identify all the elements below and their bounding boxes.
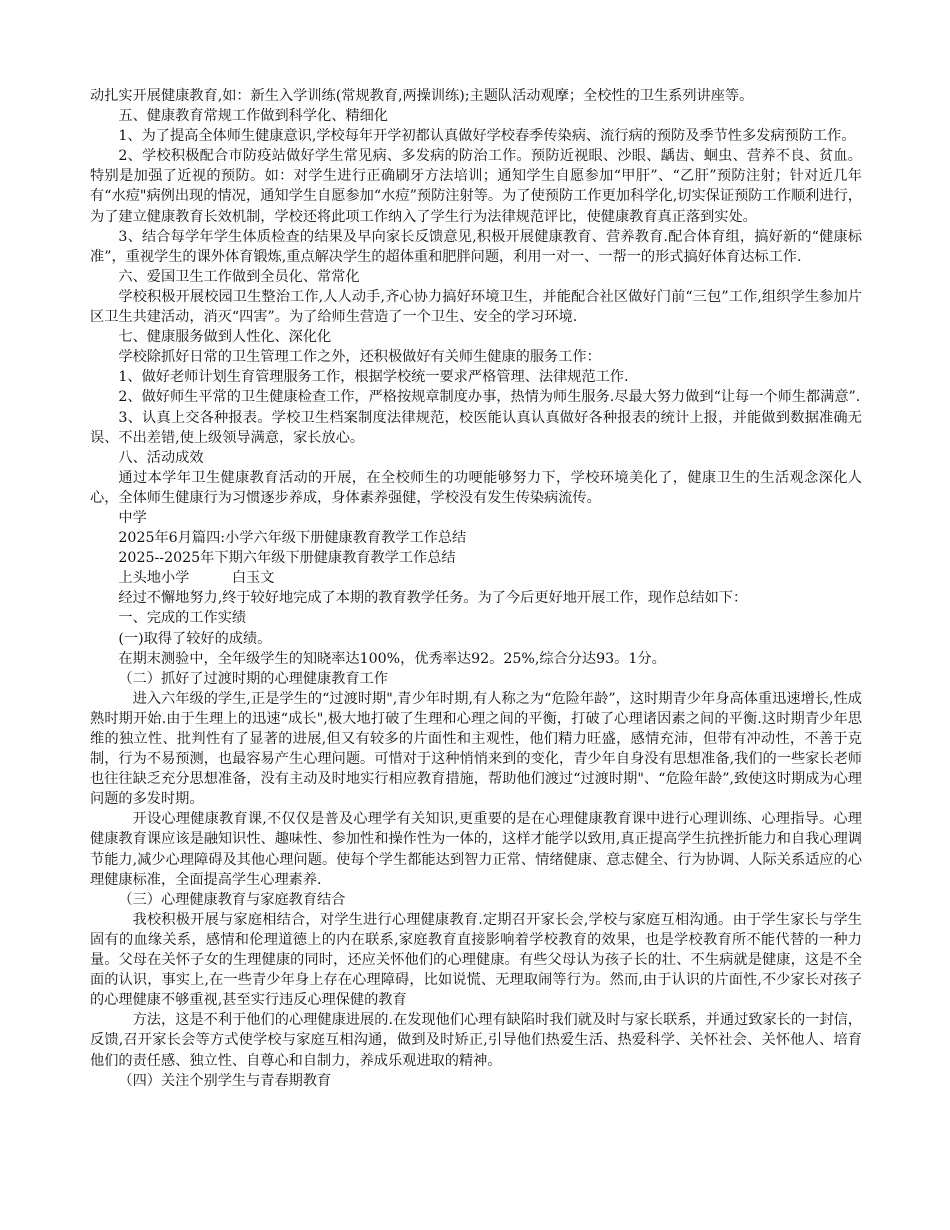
paragraph: 经过不懈地努力,终于较好地完成了本期的教育教学任务。为了今后更好地开展工作，现作总结如下： — [118, 590, 748, 607]
paragraph: 上头地小学 白玉文 — [118, 570, 275, 587]
paragraph: （四）关注个别学生与青春期教育 — [118, 1072, 332, 1089]
paragraph: 在期末测验中，全年级学生的知晓率达100%，优秀率达92。25%,综合分达93。1分。 — [118, 650, 666, 667]
paragraph: 方法，这是不利于他们的心理健康进展的.在发现他们心理有缺陷时我们就及时与家长联系，并通过致家长的一封信，反馈,召开家长会等方式使学校与家庭互相沟通，做到及时矫正,引导他们热爱生活、热爱科学、关怀社会、关怀他人、培育他们的责任感、独立性、自尊心和自制力，养成乐观进取的精神。 — [90, 1012, 862, 1069]
paragraph: 2025--2025年下期六年级下册健康教育教学工作总结 — [118, 550, 456, 567]
paragraph: 进入六年级的学生,正是学生的“过渡时期",青少年时期,有人称之为“危险年龄”，这时期青少年身高体重迅速增长,性成熟时期开始.由于生理上的迅速“成长",极大地打破了生理和心理之间的平衡，打破了心理诸因素之间的平衡.这时期青少年思维的独立性、批判性有了显著的进展,但又有较多的片面性和主观性，他们精力旺盛，感情充沛，但带有冲动性，不善于克制，行为不易预测，也最容易产生心理问题。可惜对于这种悄悄来到的变化，青少年自身没有思想准备,我们的一些家长老师也往往缺乏充分思想准备，没有主动及时地实行相应教育措施，帮助他们渡过“过渡时期"、“危险年龄”,致使这时期成为心理问题的多发时期。 — [90, 690, 862, 808]
paragraph: 通过本学年卫生健康教育活动的开展，在全校师生的功哽能够努力下，学校环境美化了，健康卫生的生活观念深化人心，全体师生健康行为习惯逐步养成，身体素养强健，学校没有发生传染病流传。 — [90, 469, 862, 506]
paragraph: 学校积极开展校园卫生整治工作,人人动手,齐心协力搞好环境卫生，并能配合社区做好门前“三包”工作,组织学生参加片区卫生共建活动，消灭“四害”。为了给师生营造了一个卫生、安全的学习环境. — [90, 288, 862, 326]
paragraph: 七、健康服务做到人性化、深化化 — [118, 329, 332, 346]
paragraph: 2、学校积极配合市防疫站做好学生常见病、多发病的防治工作。预防近视眼、沙眼、龋齿、蛔虫、营养不良、贫血。特别是加强了近视的预防。如：对学生进行正确刷牙方法培训；通知学生自愿参加“甲肝”、“乙肝”预防注射；针对近几年有“水痘"病例出现的情况，通知学生自愿参加“水痘”预防注射等。为了使预防工作更加科学化,切实保证预防工作顺利进行，为了建立健康教育长效机制，学校还将此项工作纳入了学生行为法律规范评比，使健康教育真正落到实处。 — [90, 148, 862, 225]
paragraph: 中学 — [118, 509, 147, 526]
paragraph: 五、健康教育常规工作做到科学化、精细化 — [118, 108, 388, 125]
paragraph: （二）抓好了过渡时期的心理健康教育工作 — [118, 670, 388, 687]
paragraph: 一、完成的工作实绩 — [118, 610, 247, 627]
paragraph: 六、爱国卫生工作做到全员化、常常化 — [118, 268, 360, 285]
paragraph: 2025年6月篇四:小学六年级下册健康教育教学工作总结 — [118, 530, 467, 547]
paragraph: 开设心理健康教育课,不仅仅是普及心理学有关知识,更重要的是在心理健康教育课中进行心理训练、心理指导。心理健康教育课应该是融知识性、趣味性、参加性和操作性为一体的，这样才能学以致用,真正提高学生抗挫折能力和自我心理调节能力,减少心理障碍及其他心理问题。使每个学生都能达到智力正常、情绪健康、意志健全、行为协调、人际关系适应的心理健康标准，全面提高学生心理素养. — [90, 811, 862, 888]
paragraph: （三）心理健康教育与家庭教育结合 — [118, 891, 346, 908]
paragraph: 我校积极开展与家庭相结合，对学生进行心理健康教育.定期召开家长会,学校与家庭互相沟通。由于学生家长与学生固有的血缘关系，感情和伦理道德上的内在联系,家庭教育直接影响着学校教育的效果，也是学校教育所不能代替的一种力量。父母在关怀子女的生理健康的同时，还应关怀他们的心理健康。有些父母认为孩子长的壮、不生病就是健康，这是不全面的认识，事实上,在一些青少年身上存在心理障碍，比如说慌、无理取闹等行为。然而,由于认识的片面性,不少家长对孩子的心理健康不够重视,甚至实行违反心理保健的教育 — [90, 911, 862, 1009]
paragraph: (一)取得了较好的成绩。 — [118, 630, 272, 647]
document-page — [90, 86, 862, 1091]
paragraph: 八、活动成效 — [118, 449, 204, 466]
paragraph: 学校除抓好日常的卫生管理工作之外，还积极做好有关师生健康的服务工作： — [118, 349, 601, 366]
paragraph: 2、做好师生平常的卫生健康检查工作，严格按规章制度办事，热情为师生服务.尽最大努力做到“让每一个师生都满意”. — [118, 389, 861, 406]
paragraph: 1、为了提高全体师生健康意识,学校每年开学初都认真做好学校春季传染病、流行病的预防及季节性多发病预防工作。 — [118, 128, 856, 145]
paragraph: 动扎实开展健康教育,如：新生入学训练(常规教育,两操训练);主题队活动观摩；全校性的卫生系列讲座等。 — [90, 88, 754, 104]
paragraph: 3、结合每学年学生体质检查的结果及早向家长反馈意见,积极开展健康教育、营养教育.配合体育组，搞好新的“健康标准”，重视学生的课外体育锻炼,重点解决学生的超体重和肥胖问题，利用一对一、一帮一的形式搞好体育达标工作. — [90, 228, 862, 265]
paragraph: 3、认真上交各种报表。学校卫生档案制度法律规范，校医能认真认真做好各种报表的统计上报，并能做到数据准确无误、不出差错,使上级领导满意，家长放心。 — [90, 409, 862, 446]
paragraph: 1、做好老师计划生育管理服务工作，根据学校统一要求严格管理、法律规范工作. — [118, 369, 629, 386]
